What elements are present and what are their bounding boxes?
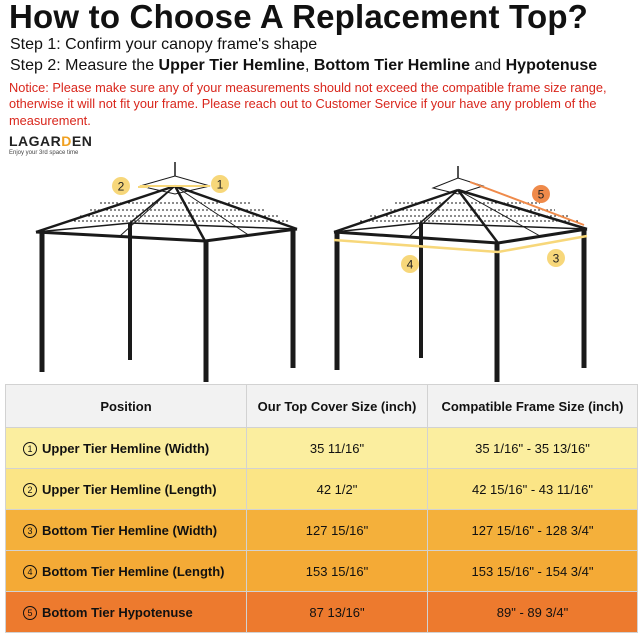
position-cell — [6, 510, 247, 551]
step-1-text: Step 1: Confirm your canopy frame's shape — [10, 36, 318, 53]
table-row — [6, 510, 638, 551]
marker-4-label: 4 — [406, 257, 414, 272]
table-row — [6, 551, 638, 592]
position-label: Upper Tier Hemline (Length) — [42, 481, 217, 497]
top-size-cell: 127 15/16" — [247, 510, 428, 551]
row-number-badge: 3 — [23, 524, 37, 538]
marker-3-label: 3 — [552, 251, 560, 266]
header-top-cover-size: Our Top Cover Size (inch) — [247, 385, 428, 428]
logo-tagline: Enjoy your 3rd space time — [9, 150, 79, 156]
row-number-badge: 2 — [23, 483, 37, 497]
top-size-cell: 87 13/16" — [247, 592, 428, 633]
position-cell — [6, 551, 247, 592]
notice-text: Notice: Please make sure any of your measurements should not exceed the compatible frame size range, otherwise it will not fit your frame. Please reach out to Customer Service if your have any problem of the measurement. — [9, 80, 607, 128]
step-2-term-bottom-tier: Bottom Tier Hemline — [313, 57, 471, 74]
frame-size-cell: 35 1/16" - 35 13/16" — [428, 428, 638, 469]
gazebo-diagrams — [0, 150, 640, 382]
top-size-cell: 42 1/2" — [247, 469, 428, 510]
header-position: Position — [6, 385, 247, 428]
table-row — [6, 592, 638, 633]
row-number-badge: 1 — [23, 442, 37, 456]
step-2-prefix: Step 2: Measure the — [10, 57, 159, 74]
row-number-badge: 5 — [23, 606, 37, 620]
logo-word-before: LAGAR — [9, 133, 62, 149]
marker-1-label: 1 — [216, 177, 224, 192]
frame-size-cell: 127 15/16" - 128 3/4" — [428, 510, 638, 551]
logo-wordmark — [9, 133, 92, 149]
marker-2-label: 2 — [117, 179, 125, 194]
size-table — [5, 384, 638, 633]
position-cell — [6, 469, 247, 510]
header-frame-size: Compatible Frame Size (inch) — [428, 385, 638, 428]
step-2-and: and — [470, 57, 506, 74]
logo-word-mark: D — [61, 133, 72, 149]
step-2-term-upper-tier: Upper Tier Hemline — [158, 57, 305, 74]
left-gazebo-frame — [36, 162, 297, 382]
position-label: Bottom Tier Hypotenuse — [42, 604, 193, 620]
right-gazebo-frame — [334, 166, 587, 382]
page-title: How to Choose A Replacement Top? — [9, 0, 589, 35]
row-number-badge: 4 — [23, 565, 37, 579]
frame-size-cell: 153 15/16" - 154 3/4" — [428, 551, 638, 592]
marker-5-label: 5 — [537, 187, 545, 202]
position-label: Bottom Tier Hemline (Length) — [42, 563, 225, 579]
position-label: Bottom Tier Hemline (Width) — [42, 522, 218, 538]
table-header-row — [6, 385, 638, 428]
table-row — [6, 469, 638, 510]
frame-size-cell: 42 15/16" - 43 11/16" — [428, 469, 638, 510]
top-size-cell: 35 11/16" — [247, 428, 428, 469]
position-cell — [6, 592, 247, 633]
top-size-cell: 153 15/16" — [247, 551, 428, 592]
table-row — [6, 428, 638, 469]
position-label: Upper Tier Hemline (Width) — [42, 440, 210, 456]
step-2-separator: , — [304, 57, 314, 74]
step-2-text — [10, 57, 597, 75]
frame-size-cell: 89" - 89 3/4" — [428, 592, 638, 633]
step-2-term-hypotenuse: Hypotenuse — [505, 57, 598, 74]
position-cell — [6, 428, 247, 469]
logo-word-after: EN — [71, 133, 93, 149]
